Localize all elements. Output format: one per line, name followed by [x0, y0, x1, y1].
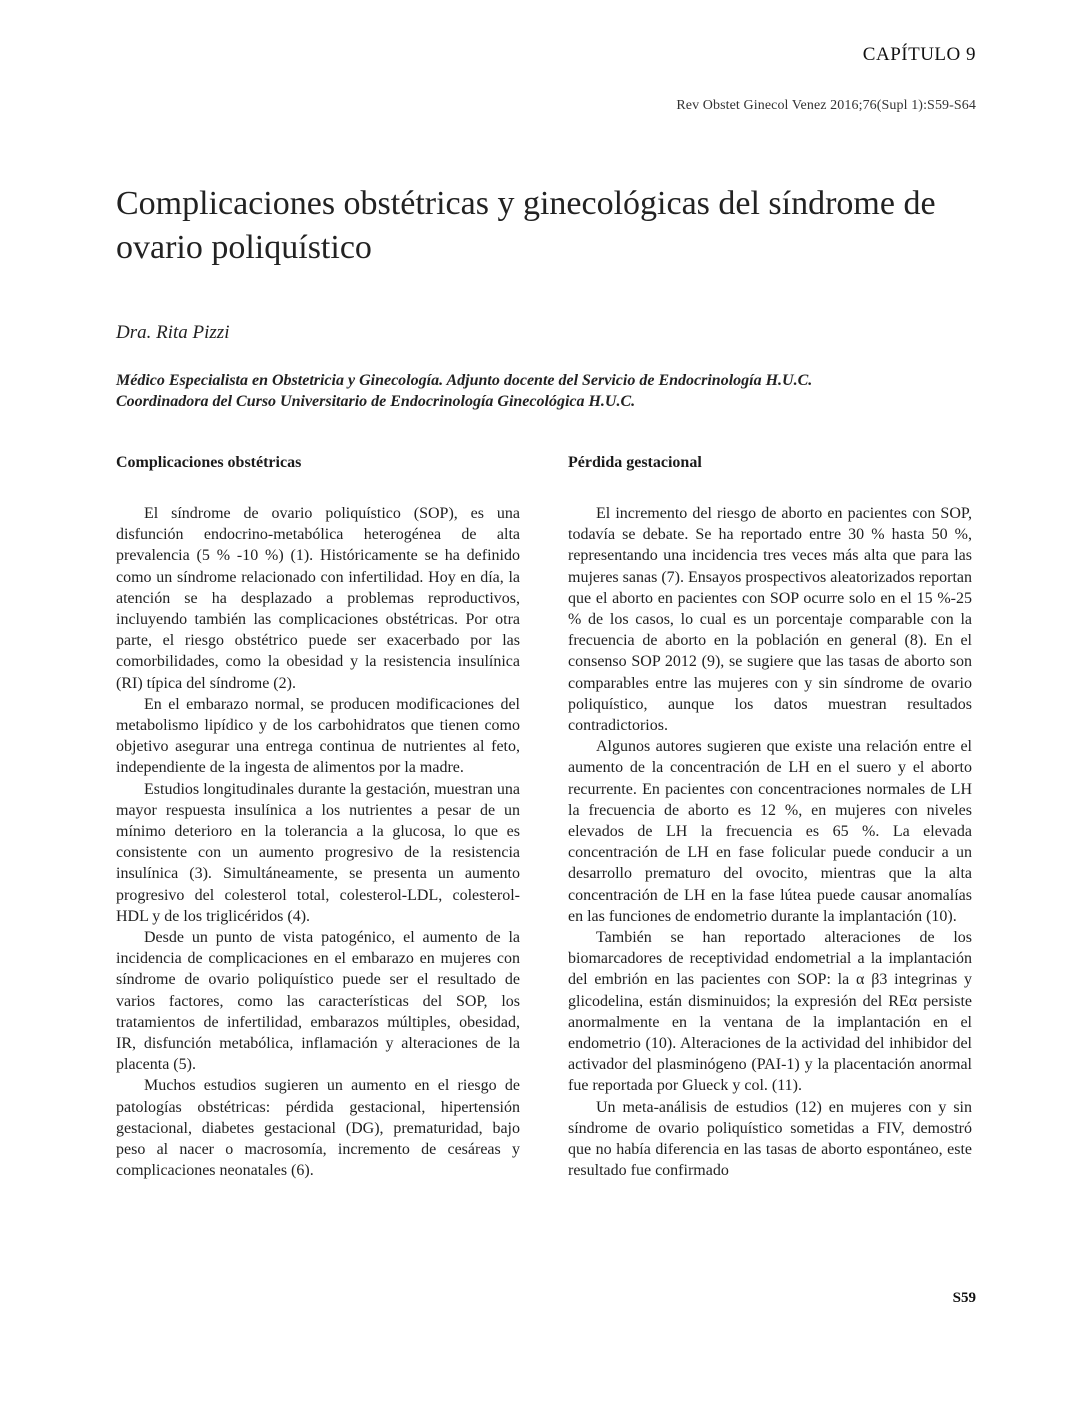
left-column: [116, 453, 520, 1182]
chapter-label: CAPÍTULO 9: [862, 44, 976, 65]
right-column: [568, 453, 972, 1182]
body-paragraph: Estudios longitudinales durante la gestación, muestran una mayor respuesta insulínica a los nutrientes a pesar de un mínimo deterioro en la tolerancia a la glucosa, lo que es consistente con un aumento progresivo de la resistencia insulínica (3). Simultáneamente, se presenta un aumento progresivo del colesterol total, colesterol-LDL, colesterol-HDL y de los triglicéridos (4).: [116, 780, 520, 925]
journal-citation: Rev Obstet Ginecol Venez 2016;76(Supl 1):S59-S64: [676, 98, 976, 113]
article-title: Complicaciones obstétricas y ginecológicas del síndrome de ovario poliquístico: [116, 185, 936, 266]
body-paragraph: Muchos estudios sugieren un aumento en el riesgo de patologías obstétricas: pérdida gestacional, hipertensión gestacional, diabetes gestacional (DG), prematuridad, bajo peso al nacer o macrosomía, incremento de cesáreas y complicaciones neonatales (6).: [116, 1077, 520, 1180]
body-paragraph: En el embarazo normal, se producen modificaciones del metabolismo lipídico y de los carbohidratos que tienen como objetivo asegurar una entrega continua de nutrientes al feto, independiente de la ingesta de alimentos por la madre.: [116, 695, 520, 777]
body-paragraph: Algunos autores sugieren que existe una relación entre el aumento de la concentración de LH en el suero y el aborto recurrente. En pacientes con concentraciones normales de LH la frecuencia de aborto es 12 %, en mujeres con niveles elevados de LH la frecuencia es 65 %. La elevada concentración de LH en fase folicular puede conducir a un desarrollo prematuro del ovocito, mientras que la alta concentración de LH en la fase lútea puede causar anomalías en las funciones de endometrio durante la implantación (10).: [568, 738, 972, 925]
affiliation-line: Médico Especialista en Obstetricia y Ginecología. Adjunto docente del Servicio de Endocrinología H.U.C.: [116, 372, 813, 389]
body-paragraph: El incremento del riesgo de aborto en pacientes con SOP, todavía se debate. Se ha reportado entre 30 % hasta 50 %, representando una incidencia tres veces más alta que para las mujeres sanas (7). Ensayos prospectivos aleatorizados reportan que el aborto en pacientes con SOP ocurre solo en el 15 %-25 % de los casos, lo cual es un porcentaje comparable con la frecuencia de aborto en la población en general (8). En el consenso SOP 2012 (9), se sugiere que las tasas de aborto son comparables entre las mujeres con y sin síndrome de ovario poliquístico, aunque los datos muestran resultados contradictorios.: [568, 505, 972, 735]
page-number: S59: [952, 1290, 976, 1306]
section-heading: Pérdida gestacional: [568, 454, 702, 471]
body-paragraph: Un meta-análisis de estudios (12) en mujeres con y sin síndrome de ovario poliquístico sometidas a FIV, demostró que no había diferencia en las tasas de aborto espontáneo, este resultado fue confirmado: [568, 1098, 972, 1180]
author-name: Dra. Rita Pizzi: [116, 322, 230, 343]
body-paragraph: También se han reportado alteraciones de los biomarcadores de receptividad endometrial a la implantación del embrión en las pacientes con SOP: la α β3 integrinas y glicodelina, están disminuidos; la expresión del REα persiste anormalmente en la ventana de la implantación en el endometrio (10). Alteraciones de la actividad del inhibidor del activador del plasminógeno (PAI-1) y la placentación anormal fue reportada por Glueck y col. (11).: [568, 929, 972, 1095]
body-paragraph: Desde un punto de vista patogénico, el aumento de la incidencia de complicaciones en el embarazo en mujeres con síndrome de ovario poliquístico puede ser el resultado de varios factores, como las características del SOP, los tratamientos de infertilidad, embarazos múltiples, obesidad, IR, disfunción metabólica, inflamación y alteraciones de la placenta (5).: [116, 929, 520, 1074]
section-heading: Complicaciones obstétricas: [116, 454, 302, 471]
affiliation-line: Coordinadora del Curso Universitario de Endocrinología Ginecológica H.U.C.: [116, 393, 636, 410]
body-paragraph: El síndrome de ovario poliquístico (SOP), es una disfunción endocrino-metabólica heterogénea de alta prevalencia (5 % -10 %) (1). Históricamente se ha definido como un síndrome relacionado con infertilidad. Hoy en día, la atención se ha desplazado a problemas reproductivos, incluyendo también las complicaciones obstétricas. Por otra parte, el riesgo obstétrico puede ser exacerbado por las comorbilidades, como la obesidad y la resistencia insulínica (RI) típica del síndrome (2).: [116, 505, 520, 692]
author-affiliation: [116, 370, 986, 412]
